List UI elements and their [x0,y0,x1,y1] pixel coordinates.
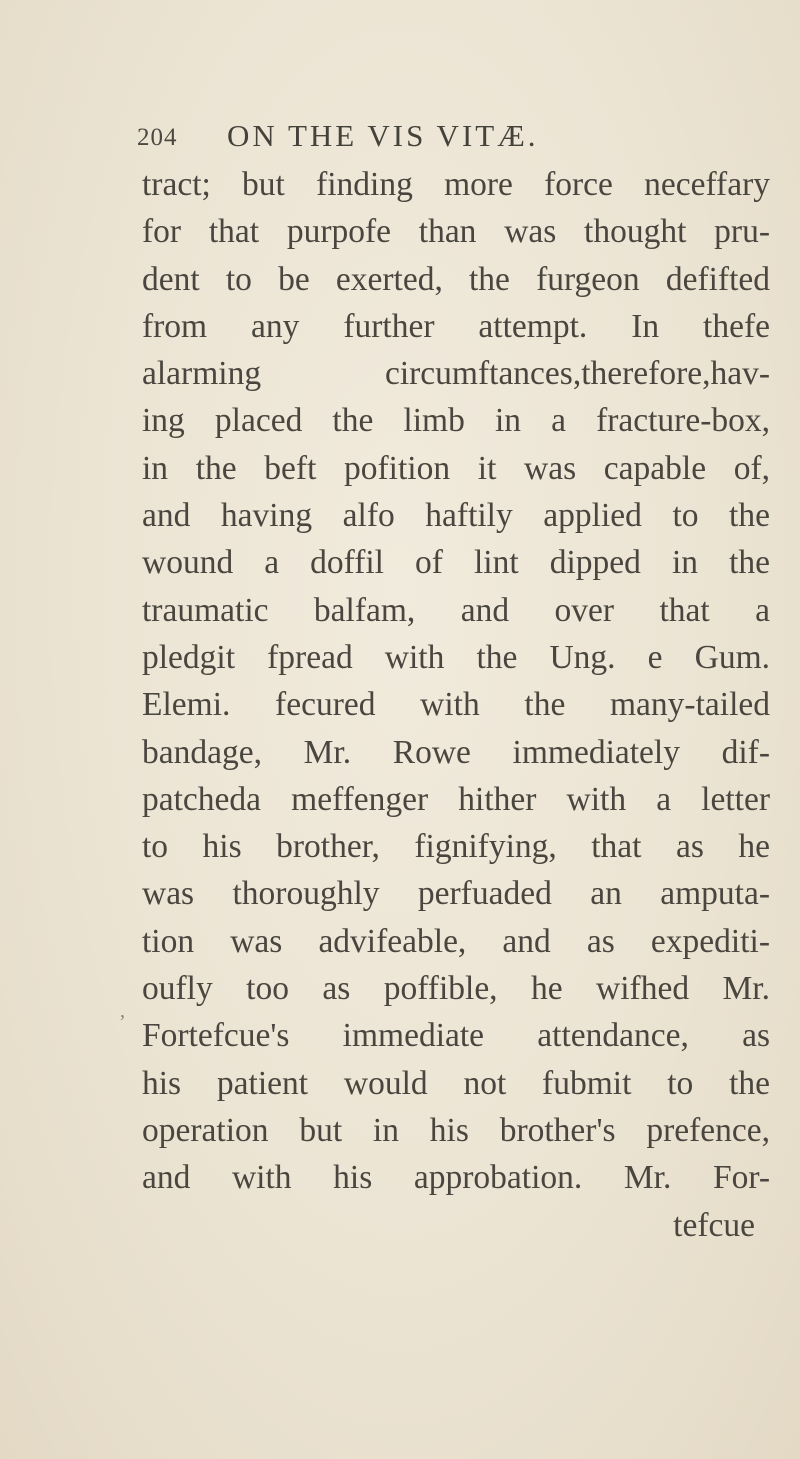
text-line: patcheda meffenger hither with a letter [142,780,770,818]
text-line: tion was advifeable, and as expediti- [142,922,770,960]
text-line: to his brother, fignifying, that as he [142,828,770,866]
page-header [137,118,757,158]
running-title: ON THE VIS VITÆ. [227,118,539,153]
text-line: oufly too as poffible, he wifhed Mr. [142,970,770,1008]
text-line: from any further attempt. In thefe [142,307,770,345]
text-line: traumatic balfam, and over that a [142,591,770,629]
catchword: tefcue [673,1206,755,1244]
text-line: ing placed the limb in a fracture-box, [142,402,770,440]
text-line: pledgit fpread with the Ung. e Gum. [142,638,770,676]
text-line: Elemi. fecured with the many-tailed [142,686,770,724]
text-line: in the beft pofition it was capable of, [142,449,770,487]
text-line: wound a doffil of lint dipped in the [142,544,770,582]
text-line: dent to be exerted, the furgeon defifted [142,260,770,298]
text-line: bandage, Mr. Rowe immediately dif- [142,733,770,771]
page-number: 204 [137,124,178,151]
text-line: and with his approbation. Mr. For- [142,1159,770,1197]
text-line: and having alfo haftily applied to the [142,497,770,535]
text-line: Fortefcue's immediate attendance, as [142,1017,770,1055]
text-line: alarming circumftances,therefore,hav- [142,355,770,393]
text-line: was thoroughly perfuaded an amputa- [142,875,770,913]
text-line: his patient would not fubmit to the [142,1064,770,1102]
body-text [142,161,770,1249]
margin-speck: , [120,1000,125,1022]
text-line: for that purpofe than was thought pru- [142,213,770,251]
text-line: tract; but finding more force neceffary [142,166,770,203]
text-line: operation but in his brother's prefence, [142,1111,770,1149]
